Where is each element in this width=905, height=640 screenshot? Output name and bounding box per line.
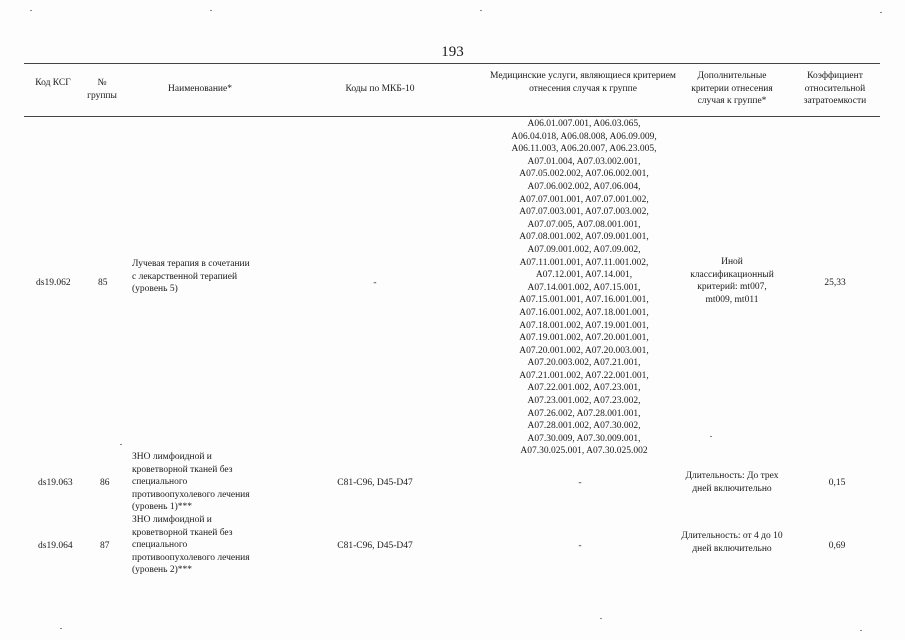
row-icd: C81-C96, D45-D47 xyxy=(337,478,413,488)
row-code: ds19.063 xyxy=(38,478,73,488)
service-code-line: A07.21.001.002, A07.22.001.001, xyxy=(519,370,649,381)
header-medical-services: Медицинские услуги, являющиеся критерием отнесения случая к группе xyxy=(490,71,676,94)
row-name: ЗНО лимфоидной и кроветворной тканей без специального противоопухолевого лечения (уровень 2)*** xyxy=(132,515,250,575)
service-code-line: A07.07.005, A07.08.001.001, xyxy=(527,219,641,230)
header-coefficient: Коэффициент относительной затратоемкости xyxy=(803,71,867,106)
scan-speck xyxy=(60,628,62,629)
row-services: - xyxy=(578,478,582,488)
row-group: 85 xyxy=(98,278,108,288)
service-code-line: A06.01.007.001, A06.03.065, xyxy=(527,119,641,129)
service-code-line: A07.19.001.002, A07.20.001.001, xyxy=(519,333,649,344)
row-name: Лучевая терапия в сочетании с лекарственной терапией (уровень 5) xyxy=(132,259,250,294)
row-extra: Длительность: от 4 до 10 дней включительно xyxy=(681,531,783,554)
service-code-line: A07.12.001, A07.14.001, xyxy=(535,270,633,281)
service-code-line: A07.28.001.002, A07.30.002, xyxy=(527,421,641,432)
scan-speck xyxy=(480,10,482,11)
row-extra: Длительность: До трех дней включительно xyxy=(685,471,779,494)
scan-speck xyxy=(210,10,212,11)
scan-speck xyxy=(880,12,882,13)
row-icd: C81-C96, D45-D47 xyxy=(337,541,413,551)
page-number: 193 xyxy=(441,44,464,60)
row-icd: - xyxy=(373,278,377,288)
service-code-line: A07.26.002, A07.28.001.001, xyxy=(527,408,641,419)
service-code-line: A07.14.001.002, A07.15.001, xyxy=(527,282,641,293)
header-code-ksg: Код КСГ xyxy=(35,78,71,88)
row-extra: Иной классификационный критерий: mt007, mt009, mt011 xyxy=(690,257,774,305)
service-code-line: A07.01.004, A07.03.002.001, xyxy=(527,156,641,167)
service-code-line: A07.20.001.002, A07.20.003.001, xyxy=(519,345,649,356)
header-group-no: № группы xyxy=(87,78,117,101)
scan-speck xyxy=(710,436,712,437)
header-extra-criteria: Дополнительные критерии отнесения случая к группе* xyxy=(691,71,773,106)
service-code-line: A07.08.001.002, A07.09.001.001, xyxy=(519,232,649,243)
service-code-line: A07.20.003.002, A07.21.001, xyxy=(527,358,641,369)
header-icd-codes: Коды по МКБ-10 xyxy=(345,84,415,94)
row-group: 86 xyxy=(100,478,110,488)
service-code-line: A06.11.003, A06.20.007, A06.23.005, xyxy=(511,144,657,155)
scan-speck xyxy=(600,618,602,619)
row-coef: 0,69 xyxy=(828,541,846,551)
row-coef: 0,15 xyxy=(828,478,846,488)
scan-speck xyxy=(860,630,862,631)
service-code-line: A07.07.001.001, A07.07.001.002, xyxy=(519,194,649,205)
header-bottom-rule xyxy=(24,116,880,117)
service-code-line: A07.23.001.002, A07.23.002, xyxy=(527,396,641,407)
service-code-line: A07.16.001.002, A07.18.001.001, xyxy=(519,307,649,318)
row-code: ds19.064 xyxy=(38,541,73,551)
header-name: Наименование* xyxy=(168,84,232,94)
service-code-line: A07.05.002.002, A07.06.002.001, xyxy=(519,169,649,180)
service-code-line: A07.11.001.001, A07.11.001.002, xyxy=(519,257,649,268)
service-code-line: A07.22.001.002, A07.23.001, xyxy=(527,383,641,394)
row-services: - xyxy=(578,541,582,551)
row-group: 87 xyxy=(100,541,110,551)
row-services xyxy=(478,118,690,458)
header-top-rule xyxy=(24,63,880,64)
row-code: ds19.062 xyxy=(36,278,71,288)
service-code-line: A07.06.002.002, A07.06.004, xyxy=(527,181,641,192)
scan-speck xyxy=(120,444,122,445)
service-code-line: A07.30.025.001, A07.30.025.002 xyxy=(520,446,648,457)
service-code-line: A07.09.001.002, A07.09.002, xyxy=(527,244,641,255)
row-name: ЗНО лимфоидной и кроветворной тканей без специального противоопухолевого лечения (уровень 1)*** xyxy=(132,452,250,512)
service-code-line: A07.15.001.001, A07.16.001.001, xyxy=(519,295,649,306)
service-code-line: A07.18.001.002, A07.19.001.001, xyxy=(519,320,649,331)
service-code-line: A07.07.003.001, A07.07.003.002, xyxy=(519,207,649,218)
row-coef: 25,33 xyxy=(824,278,846,288)
scan-speck xyxy=(30,10,32,11)
service-code-line: A06.04.018, A06.08.008, A06.09.009, xyxy=(511,131,657,142)
service-code-line: A07.30.009, A07.30.009.001, xyxy=(527,433,641,444)
